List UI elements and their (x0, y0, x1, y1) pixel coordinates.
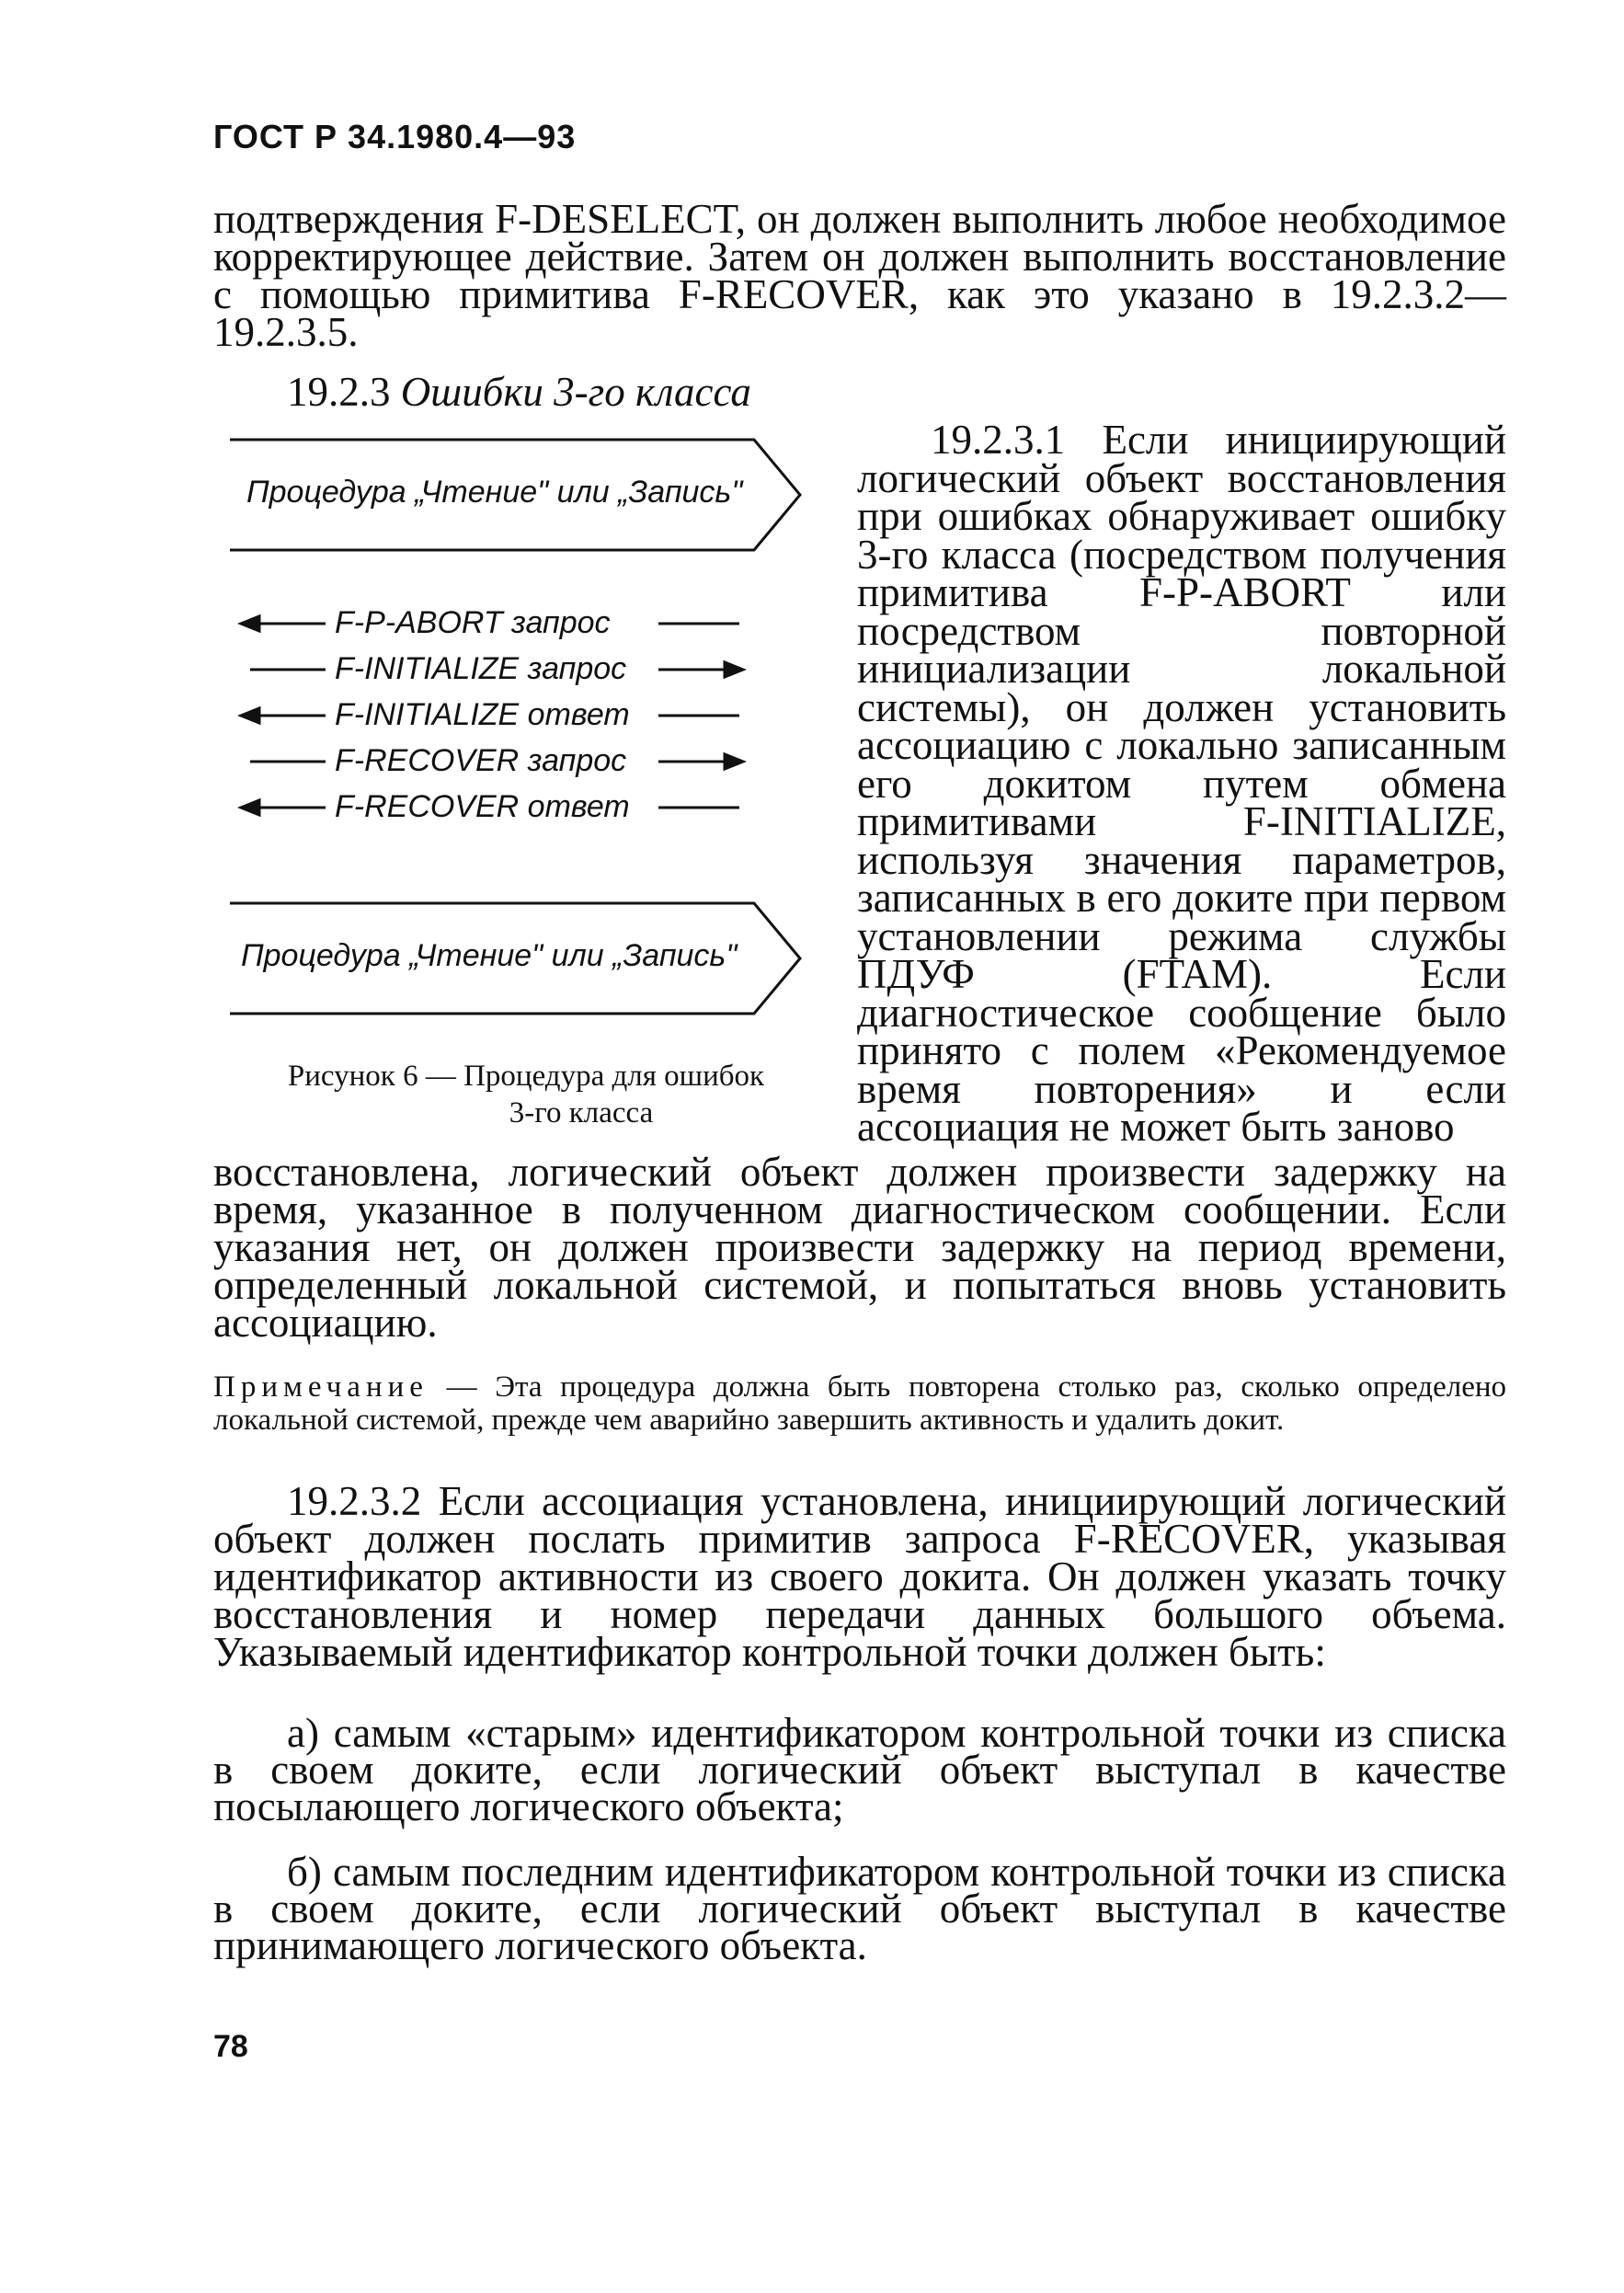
standard-header: ГОСТ Р 34.1980.4—93 (213, 118, 577, 155)
primitive-label: F-INITIALIZE ответ (335, 697, 630, 732)
arrow-left-icon (241, 708, 259, 723)
note-label: Примечание (213, 1370, 429, 1404)
arrow-right-icon (725, 662, 743, 677)
section-number: 19.2.3 (287, 369, 391, 415)
figure-caption (213, 1058, 839, 1131)
primitive-label: F-RECOVER запрос (335, 743, 627, 778)
note-text: — Эта процедура должна быть повторена столько раз, сколько определено локальной системой, прежде чем аварийно завершить активность и удалить докит. (213, 1370, 1507, 1437)
figure-6 (213, 423, 857, 1177)
paragraph-number: 19.2.3.1 (931, 417, 1066, 463)
section-heading (287, 368, 751, 416)
list-item (213, 1849, 1506, 1968)
arrow-left-icon (241, 616, 259, 631)
primitive-label: F-P-ABORT запрос (335, 605, 611, 640)
list-text: самым «старым» идентификатором контрольной точки из списка в своем доките, если логический объект выступал в качестве посылающего логического объекта; (213, 1710, 1506, 1829)
primitive-label: F-INITIALIZE запрос (335, 651, 627, 686)
top-procedure-label: Процедура „Чтение" или „Запись" (246, 475, 743, 510)
intro-paragraph: подтверждения F-DESELECT, он должен выполнить любое необходимое корректирующее действие. Затем он должен выполнить восстановление с помощью примитива F-RECOVER, как это указано в 19.2.3.2—19.2.3.5. (213, 196, 1506, 355)
paragraph-text: Если ассоциация установлена, инициирующий логический объект должен послать примитив запроса F-RECOVER, указывая идентификатор активности из своего докита. Он должен указать точку восстановления и номер передачи данных большого объема. Указываемый идентификатор контрольной точки должен быть: (213, 1478, 1507, 1675)
note (213, 1370, 1506, 1437)
paragraph-19-2-3-2 (213, 1478, 1507, 1675)
primitive-label: F-RECOVER ответ (335, 789, 630, 824)
caption-line: 3-го класса (509, 1096, 654, 1129)
list-marker: а) (287, 1710, 319, 1756)
paragraph-19-2-3-1-start (857, 417, 1506, 1150)
section-title: Ошибки 3-го класса (400, 369, 751, 415)
bottom-procedure-label: Процедура „Чтение" или „Запись" (241, 938, 738, 973)
list-item (213, 1710, 1506, 1829)
page-number: 78 (213, 2029, 248, 2064)
arrow-left-icon (241, 800, 259, 815)
paragraph-text: Если инициирующий логический объект восстановления при ошибках обнаруживает ошибку 3-го класса (посредством получения примитива F-P-ABORT или посредством повторной инициализации локальной системы), он должен установить ассоциацию с локально записанным его докитом путем обмена примитивами F-INITIALIZE, используя значения параметров, записанных в его доките при первом установлении режима службы ПДУФ (FTAM). Если диагностическое сообщение было принято с полем «Рекомендуемое время повторения» и если ассоциация не может быть заново (857, 417, 1506, 1150)
arrow-right-icon (725, 754, 743, 769)
caption-line: Рисунок 6 — Процедура для ошибок (287, 1060, 765, 1093)
paragraph-19-2-3-1-continuation: восстановлена, логический объект должен произвести задержку на время, указанное в полученном диагностическом сообщении. Если указания нет, он должен произвести задержку на период времени, определенный локальной системой, и попытаться вновь установить ассоциацию. (213, 1149, 1506, 1346)
list-marker: б) (287, 1849, 322, 1895)
list-text: самым последним идентификатором контрольной точки из списка в своем доките, если логический объект выступал в качестве принимающего логического объекта. (213, 1849, 1506, 1968)
paragraph-number: 19.2.3.2 (287, 1478, 422, 1524)
